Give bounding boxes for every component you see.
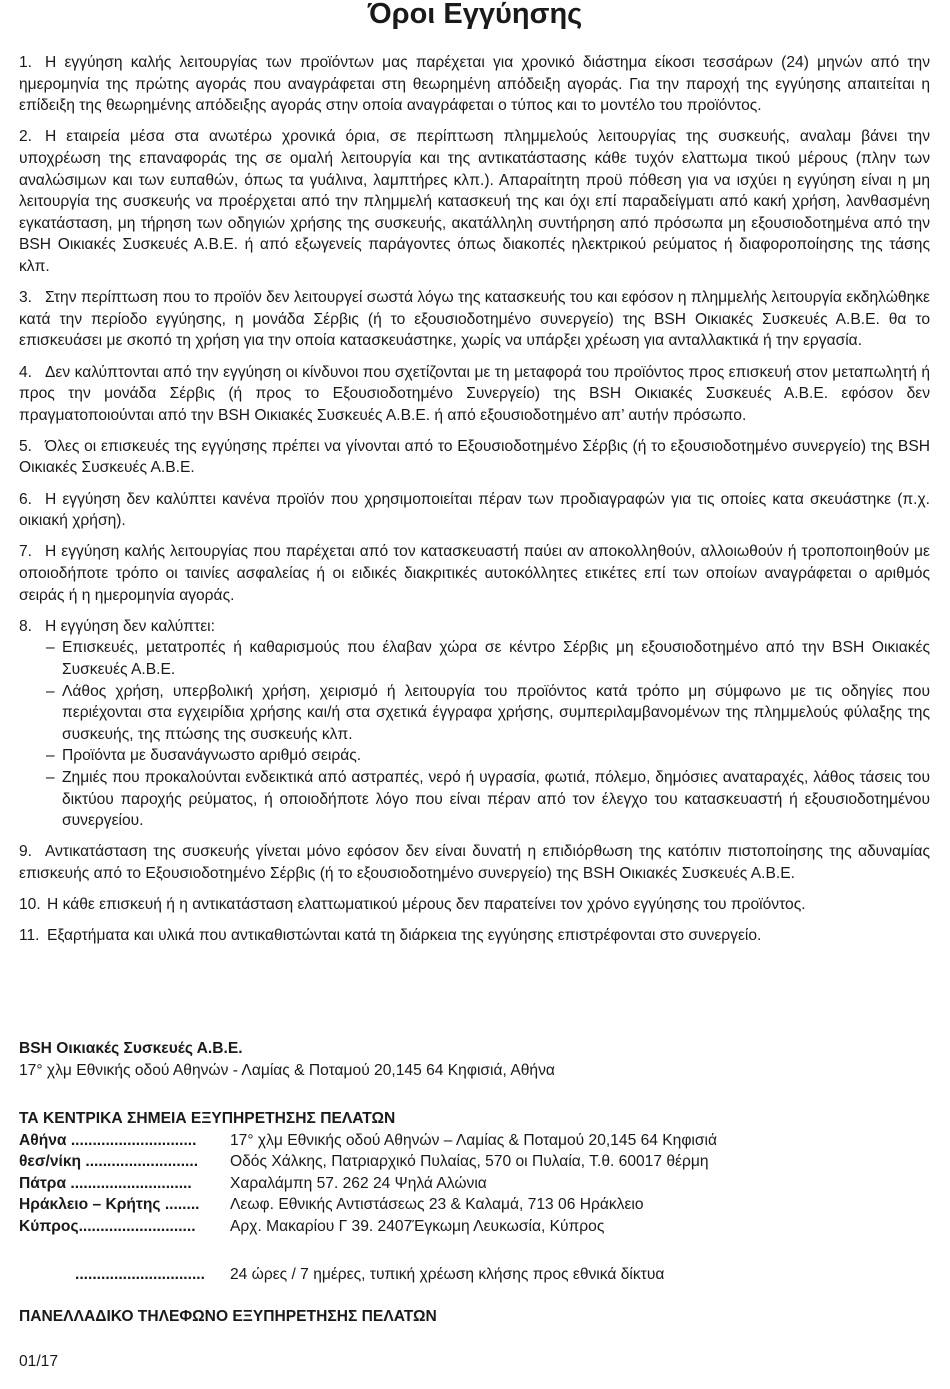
term-item-1: 1. Η εγγύηση καλής λειτουργίας των προϊόντων μας παρέχεται για χρονικό διάστημα είκοσι τεσσάρων (24) μηνών από την ημερομηνία της πρώτης αγοράς που αναγράφεται στη θεωρημένη απόδειξη αγοράς. Για την παροχή της εγγύησης απαιτείται η επίδειξη της θεωρημένης απόδειξης αγοράς στην οποία αναγράφεται ο τύπος και το μοντέλο του προϊόντος. xyxy=(19,54,930,115)
service-center-address: Αρχ. Μακαρίου Γ 39. 2407Έγκωμη Λευκωσία, Κύπρος xyxy=(230,1217,605,1235)
service-center-address: Οδός Χάλκης, Πατριαρχικό Πυλαίας, 570 οι Πυλαία, Τ.θ. 60017 θέρμη xyxy=(230,1153,709,1171)
exclusion-item: – Λάθος χρήση, υπερβολική χρήση, χειρισμό ή λειτουργία του προϊόντος κατά τρόπο μη σύμφωνο με τις οδηγίες που περιέχονται στα εγχειρίδια χρήσης και/ή στα σχετικά έγγραφα χρήσης, συμπεριλαμβανομένων της πλημμελούς φύλαξης της συσκευής, της πτώσης της συσκευής κλπ. xyxy=(46,682,930,743)
term-item-11: 11. Εξαρτήματα και υλικά που αντικαθιστώνται κατά τη διάρκεια της εγγύησης επιστρέφονται στο συνεργείο. xyxy=(19,927,762,945)
service-center-city: Αθήνα xyxy=(19,1131,67,1149)
hotline-row xyxy=(19,1264,930,1286)
nationwide-phone-title: ΠΑΝΕΛΛΑΔΙΚΟ ΤΗΛΕΦΩΝΟ ΕΞΥΠΗΡΕΤΗΣΗΣ ΠΕΛΑΤΩΝ xyxy=(19,1308,437,1325)
company-address: 17° χλμ Εθνικής οδού Αθηνών - Λαμίας & Ποταμού 20,145 64 Κηφισιά, Αθήνα xyxy=(19,1061,555,1079)
term-8-heading: 8. Η εγγύηση δεν καλύπτει: xyxy=(19,617,215,635)
service-center-city: θεσ/νίκη xyxy=(19,1153,82,1171)
company-name: BSH Οικιακές Συσκευές Α.Β.Ε. xyxy=(19,1040,243,1057)
service-center-row: Αθήνα ............................. 17° χλμ Εθνικής οδού Αθηνών – Λαμίας & Ποταμού 20,145 64 Κηφισιά xyxy=(19,1130,930,1152)
term-item-8 xyxy=(19,616,930,832)
warranty-terms-list xyxy=(19,52,930,957)
exclusion-item: – Ζημιές που προκαλούνται ενδεικτικά από αστραπές, νερό ή υγρασία, φωτιά, πόλεμο, δημόσιες αναταραχές, λάθος τάσεις του δικτύου παροχής ρεύματος, ή οποιοδήποτε λόγο που είναι πέραν από τον έλεγχο του κατασκευαστή ή εξουσιοδοτημένου συνεργείου. xyxy=(46,768,930,830)
term-item-5: 5. Όλες οι επισκευές της εγγύησης πρέπει να γίνονται από το Εξουσιοδοτημένο Σέρβις (ή το εξουσιοδοτημένο συνεργείο) της BSH Οικιακές Συσκευές Α.Β.Ε. xyxy=(19,437,930,477)
term-item-6: 6. Η εγγύηση δεν καλύπτει κανένα προϊόν που χρησιμοποιείται πέραν των προδιαγραφών για τις οποίες κατα σκευάστηκε (π.χ. οικιακή χρήση). xyxy=(19,490,930,530)
term-item-9: 9. Αντικατάσταση της συσκευής γίνεται μόνο εφόσον δεν είναι δυνατή η επιδιόρθωση της κατόπιν πιστοποίησης της αδυναμίας επισκευής από το Εξουσιοδοτημένο Σέρβις (ή το εξουσιοδοτημένο συνεργείο) της BSH Οικιακές Συσκευές Α.Β.Ε. xyxy=(19,843,930,882)
hotline-hours: 24 ώρες / 7 ημέρες, τυπική χρέωση κλήσης προς εθνικά δίκτυα xyxy=(230,1266,665,1283)
exclusion-item: – Προϊόντα με δυσανάγνωστο αριθμό σειράς. xyxy=(46,747,362,765)
hotline-dots: .............................. xyxy=(75,1266,205,1283)
service-center-row: Ηράκλειο – Κρήτης ........ Λεωφ. Εθνικής Αντιστάσεως 23 & Καλαμά, 713 06 Ηράκλειο xyxy=(19,1194,930,1216)
term-item-4: 4. Δεν καλύπτονται από την εγγύηση οι κίνδυνοι που σχετίζονται με τη μεταφορά του προϊόντος προς επισκευή στον μεταπωλητή ή προς την μονάδα Σέρβις (ή προς το Εξουσιοδοτημένο Συνεργείο) της BSH Οικιακές Συσκευές Α.Β.Ε. εφόσον δεν πραγματοποιούνται από την BSH Οικιακές Συσκευές Α.Β.Ε. ή από εξουσιοδοτημένο απ’ αυτήν πρόσωπο. xyxy=(19,363,930,424)
document-code: 01/17 xyxy=(19,1353,59,1370)
exclusion-item: – Επισκευές, μετατροπές ή καθαρισμούς που έλαβαν χώρα σε κέντρο Σέρβις μη εξουσιοδοτημένο από την BSH Οικιακές Συσκευές Α.Β.Ε. xyxy=(46,639,930,678)
service-center-address: Λεωφ. Εθνικής Αντιστάσεως 23 & Καλαμά, 713 06 Ηράκλειο xyxy=(230,1196,644,1214)
service-center-city: Κύπρος xyxy=(19,1217,79,1235)
service-center-city: Πάτρα xyxy=(19,1174,67,1192)
service-centers-title: ΤΑ ΚΕΝΤΡΙΚΑ ΣΗΜΕΙΑ ΕΞΥΠΗΡΕΤΗΣΗΣ ΠΕΛΑΤΩΝ xyxy=(19,1110,396,1127)
term-item-7: 7. Η εγγύηση καλής λειτουργίας που παρέχεται από τον κατασκευαστή παύει αν αποκολληθούν, αλλοιωθούν ή τροποποιηθούν με οποιοδήποτε τρόπο οι ταινίες ασφαλείας ή οι ειδικές διακριτικές αυτοκόλλητες ετικέτες επί των οποίων αναγράφεται ο αριθμός σειράς ή η ημερομηνία αγοράς. xyxy=(19,543,930,604)
term-item-3: 3. Στην περίπτωση που το προϊόν δεν λειτουργεί σωστά λόγω της κατασκευής του και εφόσον η πλημμελής λειτουργία εκδηλώθηκε κατά την περίοδο εγγύησης, η μονάδα Σέρβις (ή το εξουσιοδοτημένο συνεργείο) της BSH Οικιακές Συσκευές Α.Β.Ε. θα το επισκευάσει με σκοπό τη χρήση για την οποία κατασκευάστηκε, χωρίς να υπάρξει χρέωση για ανταλλακτικά ή την εργασία. xyxy=(19,289,930,350)
page-title: Όροι Εγγύησης xyxy=(367,0,583,30)
service-center-city: Ηράκλειο – Κρήτης xyxy=(19,1196,161,1214)
service-center-address: 17° χλμ Εθνικής οδού Αθηνών – Λαμίας & Ποταμού 20,145 64 Κηφισιά xyxy=(230,1131,717,1149)
service-center-row: Πάτρα ............................ Χαραλάμπη 57. 262 24 Ψηλά Αλώνια xyxy=(19,1173,930,1195)
service-center-row: Κύπρος........................... Αρχ. Μακαρίου Γ 39. 2407Έγκωμη Λευκωσία, Κύπρος xyxy=(19,1216,930,1238)
service-center-row: θεσ/νίκη .......................... Οδός Χάλκης, Πατριαρχικό Πυλαίας, 570 οι Πυλαία, Τ.θ. 60017 θέρμη xyxy=(19,1151,930,1173)
term-item-2: 2. Η εταιρεία μέσα στα ανωτέρω χρονικά όρια, σε περίπτωση πλημμελούς λειτουργίας της συσκευής, αναλαμ βάνει την υποχρέωση της επαναφοράς της σε ομαλή λειτουργία και της αντικατάστασης κάθε τυχόν ελαττωμα τικού μέρους (πλην των αναλώσιμων και των ευπαθών, όπως τα γυάλινα, λαμπτήρες κλπ.). Απαραίτητη προϋ πόθεση για να ισχύει η εγγύηση είναι η μη λειτουργία της συσκευής να προέρχεται από την πλημμελή κατασκευή της και όχι επί παραδείγματι από κακή χρήση, λανθασμένη εγκατάσταση, μη τήρηση των οδηγιών χρήσης της συσκευής, ακατάλληλη συντήρηση από πρόσωπα μη εξουσιοδοτημένα από την BSH Οικιακές Συσκευές Α.Β.Ε. ή από εξωγενείς παράγοντες όπως διακοπές ηλεκτρικού ρεύματος ή διαφοροποίησης της τάσης κλπ. xyxy=(19,128,930,275)
service-centers xyxy=(19,1108,930,1238)
company-block xyxy=(19,1038,930,1081)
service-center-address: Χαραλάμπη 57. 262 24 Ψηλά Αλώνια xyxy=(230,1174,487,1192)
term-item-10: 10. Η κάθε επισκευή ή η αντικατάσταση ελαττωματικού μέρους δεν παρατείνει τον χρόνο εγγύησης του προϊόντος. xyxy=(19,896,806,914)
